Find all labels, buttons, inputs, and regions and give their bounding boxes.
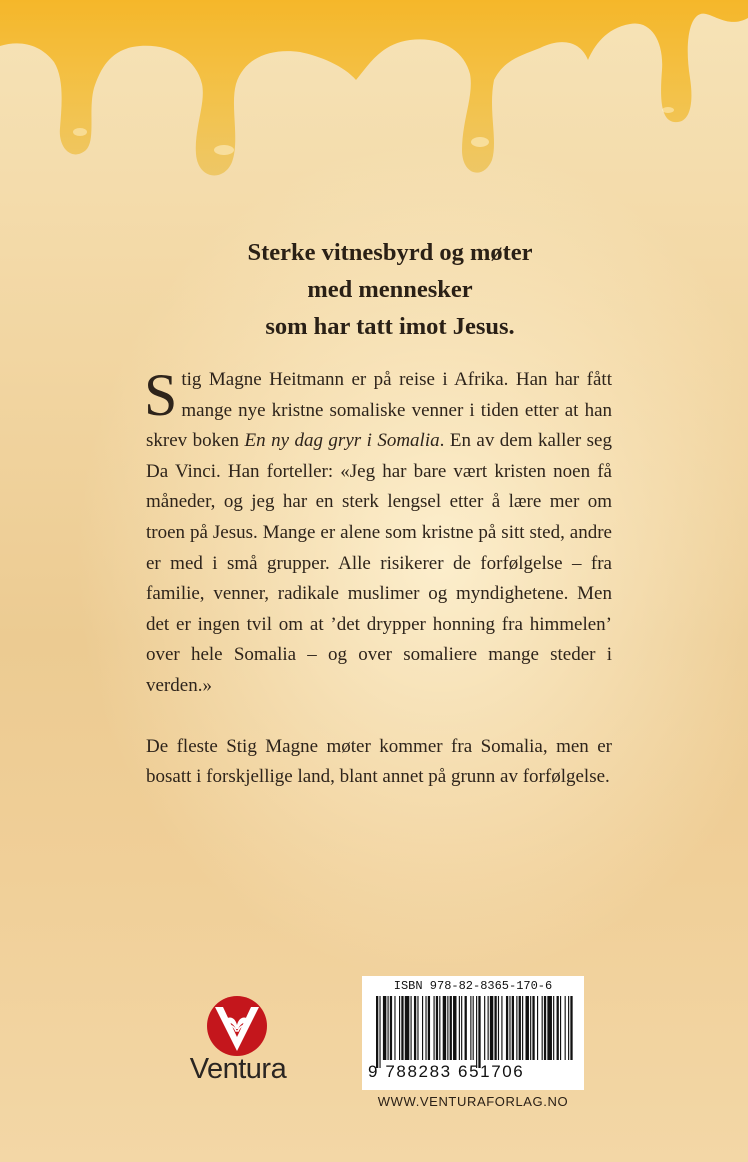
barcode-bar xyxy=(476,996,477,1068)
book-title: En ny dag gryr i Somalia xyxy=(244,430,440,452)
barcode-bar xyxy=(450,996,452,1060)
barcode-bar xyxy=(388,996,389,1060)
barcode-bar xyxy=(553,996,554,1060)
barcode-bar xyxy=(506,996,508,1060)
barcode-bar xyxy=(509,996,510,1060)
barcode-bar xyxy=(516,996,517,1060)
barcode-bar xyxy=(537,996,538,1060)
barcode-bar xyxy=(542,996,543,1060)
barcode-bar xyxy=(544,996,546,1060)
barcode-bar xyxy=(501,996,502,1060)
blurb-paragraph-1-start: tig Magne Heitmann er på reise i Afrika. Han har fått mange nye kristne somaliske venner i tiden etter at han skrev boken xyxy=(146,369,612,452)
barcode-bar xyxy=(568,996,569,1060)
barcode-bar xyxy=(473,996,474,1060)
publisher-name: Ventura xyxy=(189,1053,287,1085)
barcode-bar xyxy=(379,996,380,1068)
barcode-bar xyxy=(453,996,456,1060)
barcode-bar xyxy=(417,996,418,1060)
publisher-website: WWW.VENTURAFORLAG.NO xyxy=(377,1094,569,1109)
blurb-paragraph-1-end: . En av dem kaller seg Da Vinci. Han forteller: «Jeg har bare vært kristen noen få måneder, og jeg har en sterk lengsel etter å lære mer om troen på Jesus. Mange er alene som kristne på sitt sted, andre er med i små grupper. Alle risikerer de forfølgelse – fra familie, venner, radikale muslimer og myndighetene. Men det er ingen tvil om at ’det drypper honning fra himmelen’ over hele Somalia – og over somaliere mange steder i verden.» xyxy=(146,430,612,696)
barcode-bar xyxy=(414,996,416,1060)
barcode-bar xyxy=(465,996,467,1060)
tagline-line-1: Sterke vitnesbyrd og møter xyxy=(247,239,533,266)
barcode-bar xyxy=(484,996,485,1060)
blurb-paragraph-1 xyxy=(144,362,612,702)
barcode-bars xyxy=(376,996,576,1068)
tagline-line-3: som har tatt imot Jesus. xyxy=(265,313,515,340)
barcode-bar xyxy=(512,996,514,1060)
publisher-logo xyxy=(176,995,300,1095)
barcode-bar xyxy=(425,996,426,1060)
barcode-bar xyxy=(411,996,412,1060)
tagline-line-2: med mennesker xyxy=(307,276,473,303)
barcode-bar xyxy=(522,996,523,1060)
barcode-bar xyxy=(494,996,496,1060)
barcode-bar xyxy=(490,996,493,1060)
barcode-bar xyxy=(547,996,552,1060)
barcode-bar xyxy=(530,996,531,1060)
barcode-bar xyxy=(470,996,471,1060)
barcode-bar xyxy=(570,996,572,1060)
barcode-bar xyxy=(394,996,395,1060)
barcode-bar xyxy=(383,996,386,1060)
barcode-bar xyxy=(519,996,521,1060)
barcode-bar xyxy=(390,996,392,1060)
drop-cap: S xyxy=(144,362,178,428)
barcode-bar xyxy=(498,996,499,1060)
barcode-bar xyxy=(434,996,435,1060)
honey-drips-decoration xyxy=(0,0,748,200)
blurb-text xyxy=(144,362,612,793)
barcode-bar xyxy=(422,996,423,1060)
tagline xyxy=(130,234,650,345)
barcode-bar xyxy=(399,996,400,1060)
barcode-bar xyxy=(376,996,378,1068)
barcode-bar xyxy=(447,996,448,1060)
barcode-bar xyxy=(459,996,460,1060)
isbn-barcode xyxy=(362,976,584,1090)
barcode-bar xyxy=(565,996,566,1060)
barcode-bar xyxy=(436,996,438,1060)
barcode-bar xyxy=(401,996,403,1060)
barcode-bar xyxy=(428,996,430,1060)
barcode-bar xyxy=(560,996,561,1060)
barcode-bar xyxy=(439,996,440,1060)
isbn-label: ISBN 978-82-8365-170-6 xyxy=(393,979,553,993)
barcode-bar xyxy=(532,996,534,1060)
barcode-bar xyxy=(478,996,480,1068)
ean-digits: 9 788283 651706 xyxy=(368,1062,525,1081)
barcode-bar xyxy=(526,996,529,1060)
barcode-bar xyxy=(405,996,410,1060)
barcode-bar xyxy=(488,996,489,1060)
ventura-logo-icon xyxy=(205,995,269,1057)
barcode-bar xyxy=(557,996,559,1060)
blurb-paragraph-2: De fleste Stig Magne møter kommer fra Somalia, men er bosatt i forskjellige land, blant annet på grunn av forfølgelse. xyxy=(146,735,612,788)
barcode-bar xyxy=(443,996,446,1060)
barcode-bar xyxy=(461,996,462,1060)
